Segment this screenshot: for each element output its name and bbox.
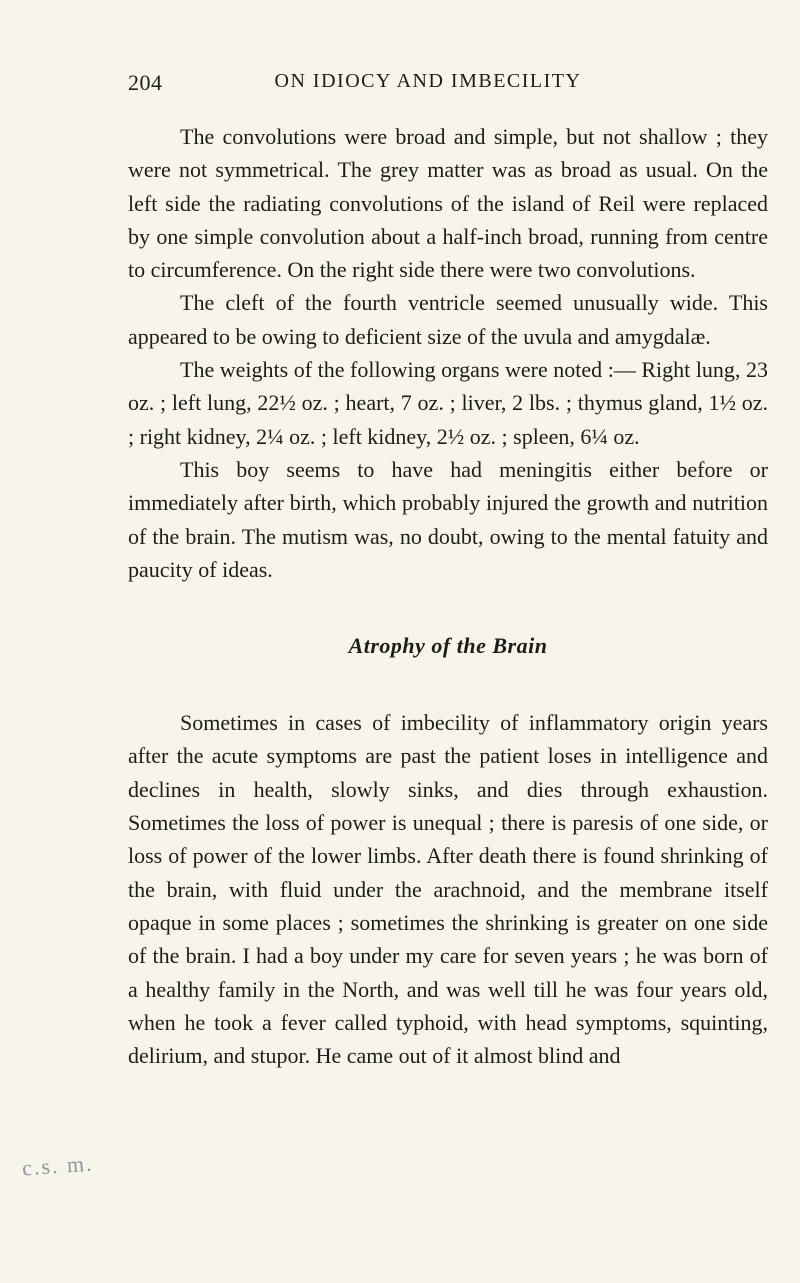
paragraph-fourth-ventricle: The cleft of the fourth ventricle seemed unusually wide. This appeared to be owing to deficient size of the uvula and amygdalæ.	[128, 290, 768, 349]
body-text	[128, 120, 768, 1072]
running-head	[128, 70, 728, 104]
running-head-title: ON IDIOCY AND IMBECILITY	[274, 70, 582, 92]
paragraph-atrophy: Sometimes in cases of imbecility of inflammatory origin years after the acute symptoms are past the patient loses in intelligence and declines in health, slowly sinks, and dies through exhaustion. Sometimes the loss of power is unequal ; there is paresis of one side, or loss of power of the lower limbs. After death there is found shrinking of the brain, with fluid under the arachnoid, and the membrane itself opaque in some places ; sometimes the shrinking is greater on one side of the brain. I had a boy under my care for seven years ; he was born of a healthy family in the North, and was well till he was four years old, when he took a fever called typhoid, with head symptoms, squinting, delirium, and stupor. He came out of it almost blind and	[128, 710, 768, 1069]
section-heading: Atrophy of the Brain	[348, 633, 548, 659]
page-number: 204	[128, 70, 163, 95]
paragraph-convolutions: The convolutions were broad and simple, but not shallow ; they were not symmetrical. The grey matter was as broad as usual. On the left side the radiating convolutions of the island of Reil were replaced by one simple convolution about a half-inch broad, running from centre to circumference. On the right side there were two convolutions.	[128, 124, 768, 283]
paragraph-organ-weights: The weights of the following organs were noted :— Right lung, 23 oz. ; left lung, 22½ oz. ; heart, 7 oz. ; liver, 2 lbs. ; thymus gland, 1½ oz. ; right kidney, 2¼ oz. ; left kidney, 2½ oz. ; spleen, 6¼ oz.	[128, 357, 768, 449]
handwritten-margin-note: c.s. m.	[21, 1150, 95, 1181]
paragraph-meningitis: This boy seems to have had meningitis either before or immediately after birth, which probably injured the growth and nutrition of the brain. The mutism was, no doubt, owing to the mental fatuity and paucity of ideas.	[128, 456, 768, 582]
